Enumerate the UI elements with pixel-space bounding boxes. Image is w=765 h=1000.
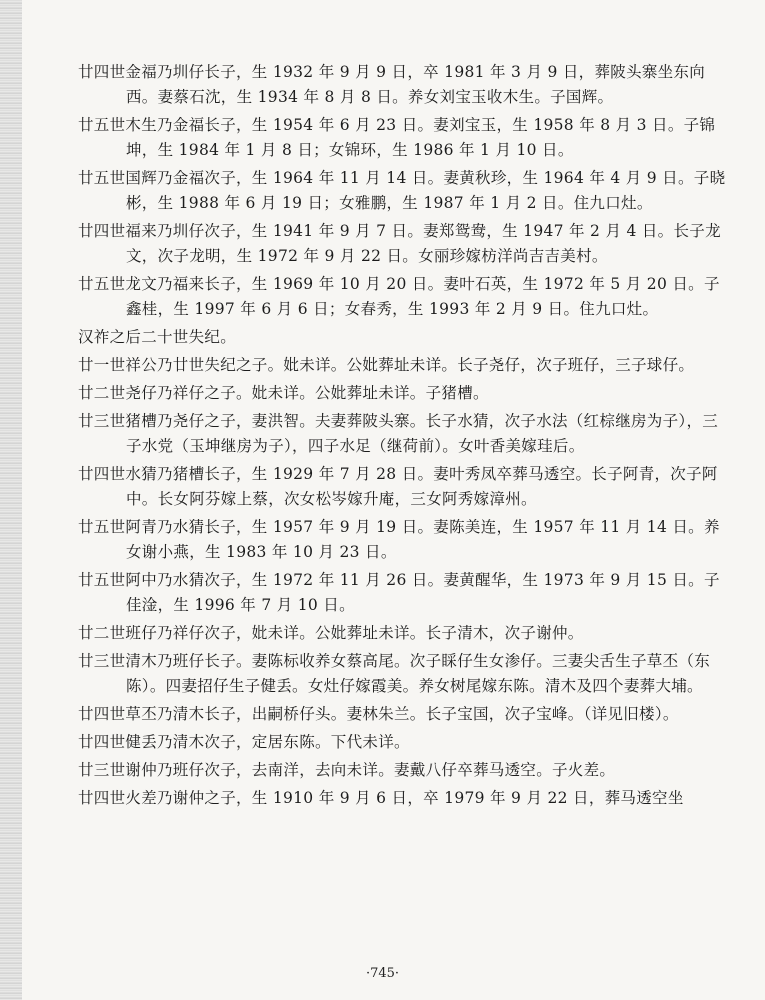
genealogy-entry: 廿五世国辉乃金福次子，生 1964 年 11 月 14 日。妻黄秋珍，生 1964 年 4 月 9 日。子晓彬，生 1988 年 6 月 19 日；女雅鹏，生 1987 年 1 月 2 日。住九口灶。 [78, 169, 726, 212]
genealogy-entry: 廿三世清木乃班仔长子。妻陈标收养女蔡高尾。次子睬仔生女渗仔。三妻尖舌生子草丕（东陈）。四妻招仔生子健丢。女灶仔嫁霞美。养女树尾嫁东陈。清木及四个妻葬大埔。 [78, 652, 711, 695]
scan-edge-shadow [0, 0, 22, 1000]
genealogy-entry: 廿一世祥公乃廿世失纪之子。妣未详。公妣葬址未详。长子尧仔，次子班仔，三子球仔。 [78, 356, 695, 374]
genealogy-entry: 廿四世草丕乃清木长子，出嗣桥仔头。妻林朱兰。长子宝国，次子宝峰。（详见旧楼）。 [78, 705, 679, 723]
genealogy-entry: 廿五世木生乃金福长子，生 1954 年 6 月 23 日。妻刘宝玉，生 1958 年 8 月 3 日。子锦坤，生 1984 年 1 月 8 日；女锦环，生 1986 年 1 月 10 日。 [78, 116, 716, 159]
genealogy-entry: 廿五世阿中乃水猜次子，生 1972 年 11 月 26 日。妻黄醒华，生 1973 年 9 月 15 日。子佳淦，生 1996 年 7 月 10 日。 [78, 571, 720, 614]
genealogy-entry: 廿四世水猜乃猪槽长子，生 1929 年 7 月 28 日。妻叶秀凤卒葬马透空。长子阿青，次子阿中。长女阿芬嫁上蔡，次女松岑嫁升庵，三女阿秀嫁漳州。 [78, 465, 718, 508]
genealogy-entry: 廿四世健丢乃清木次子，定居东陈。下代未详。 [78, 733, 410, 751]
genealogy-entry: 廿二世尧仔乃祥仔之子。妣未详。公妣葬址未详。子猪槽。 [78, 384, 489, 402]
genealogy-entry: 廿五世阿青乃水猜长子，生 1957 年 9 月 19 日。妻陈美连，生 1957 年 11 月 14 日。养女谢小燕，生 1983 年 10 月 23 日。 [78, 518, 720, 561]
genealogy-entry: 廿五世龙文乃福来长子，生 1969 年 10 月 20 日。妻叶石英，生 1972 年 5 月 20 日。子鑫桂，生 1997 年 6 月 6 日；女春秀，生 1993 年 2 月 9 日。住九口灶。 [78, 275, 720, 318]
genealogy-entry: 汉祚之后二十世失纪。 [78, 328, 237, 346]
page-number: ·745· [365, 966, 400, 981]
genealogy-entry: 廿四世火差乃谢仲之子，生 1910 年 9 月 6 日，卒 1979 年 9 月 22 日，葬马透空坐 [78, 789, 684, 807]
genealogy-page [78, 60, 728, 814]
genealogy-entry: 廿四世金福乃圳仔长子，生 1932 年 9 月 9 日，卒 1981 年 3 月 9 日，葬陂头寨坐东向西。妻蔡石沈，生 1934 年 8 月 8 日。养女刘宝玉收木生。子国辉。 [78, 63, 706, 106]
genealogy-entry: 廿三世谢仲乃班仔次子，去南洋，去向未详。妻戴八仔卒葬马透空。子火差。 [78, 761, 616, 779]
genealogy-entry: 廿四世福来乃圳仔次子，生 1941 年 9 月 7 日。妻郑鸳鸯，生 1947 年 2 月 4 日。长子龙文，次子龙明，生 1972 年 9 月 22 日。女丽珍嫁枋洋尚吉吉美村。 [78, 222, 721, 265]
genealogy-entry: 廿二世班仔乃祥仔次子，妣未详。公妣葬址未详。长子清木，次子谢仲。 [78, 624, 584, 642]
genealogy-entry: 廿三世猪槽乃尧仔之子，妻洪智。夫妻葬陂头寨。长子水猜，次子水法（红棕继房为子），三子水党（玉坤继房为子），四子水足（继荷前）。女叶香美嫁珪后。 [78, 412, 719, 455]
